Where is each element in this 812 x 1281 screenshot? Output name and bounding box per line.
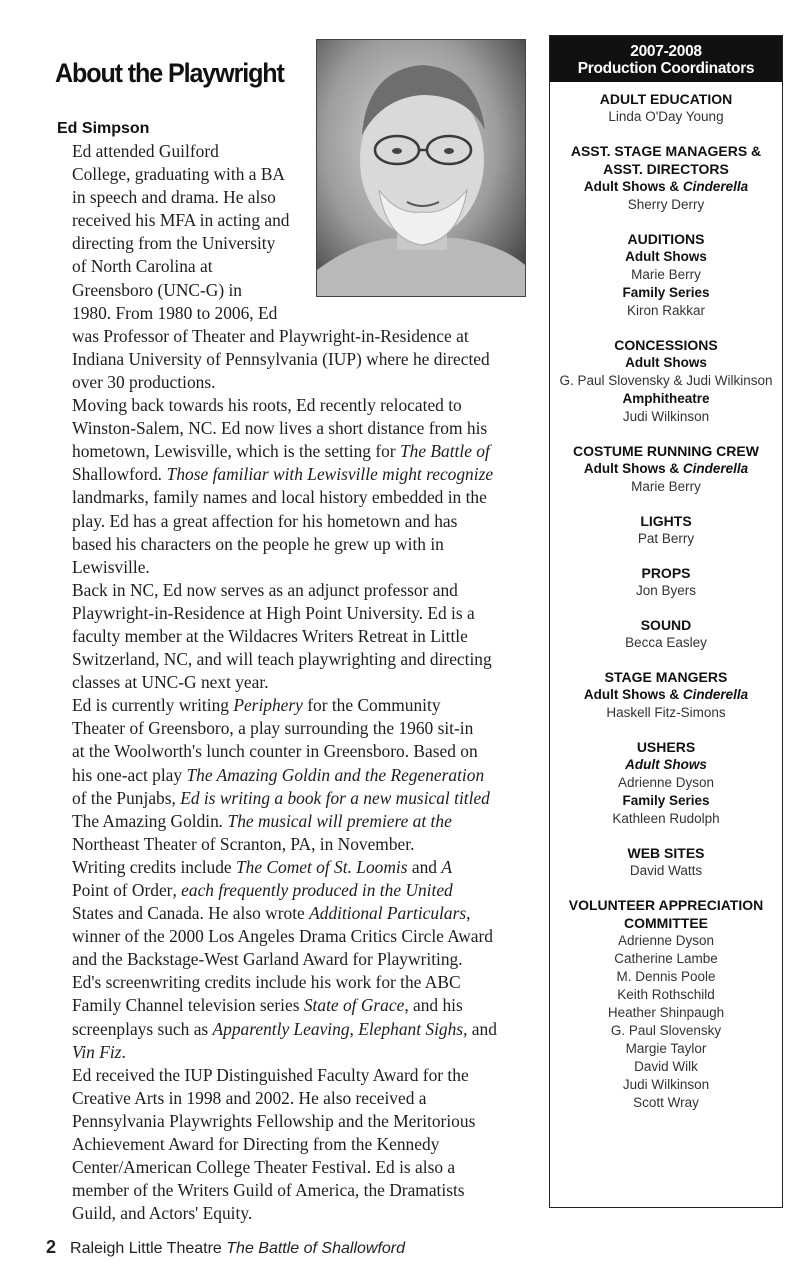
bio-line: over 30 productions. (72, 371, 216, 392)
bio-line: classes at UNC-G next year. (72, 672, 269, 693)
bio-line: received his MFA in acting and (72, 210, 290, 231)
sidebar-heading-title: Production Coordinators (577, 60, 755, 77)
bio-line: at the Woolworth's lunch counter in Greensboro. Based on (72, 741, 478, 762)
italic-title: . The musical will premiere at the (218, 810, 452, 831)
text-segment: Family Channel television series (72, 995, 304, 1016)
section-heading: AUDITIONS (627, 231, 705, 247)
bio-paragraph-5 (58, 856, 534, 1064)
sidebar-heading (550, 36, 782, 82)
subgroup-text: Amphitheatre (622, 391, 710, 406)
bio-line (58, 764, 534, 787)
coordinator-name: David Watts (629, 863, 703, 878)
coordinator-name: Marie Berry (631, 479, 701, 494)
text-segment: , (349, 1018, 359, 1039)
subgroup-label (550, 354, 782, 372)
coordinator-name: G. Paul Slovensky (610, 1023, 722, 1038)
text-segment: hometown, Lewisville, which is the setting for (72, 441, 400, 462)
text-segment: , (466, 903, 471, 924)
bio-line: Northeast Theater of Scranton, PA, in November. (72, 833, 415, 854)
bio-line (58, 463, 534, 486)
text-segment: for the Community (302, 695, 441, 716)
italic-title: Vin Fiz (72, 1041, 122, 1062)
show-title: The Battle of Shallowford (226, 1240, 406, 1257)
subgroup-italic: Adult Shows (625, 757, 707, 772)
subgroup-label (550, 248, 782, 266)
section-heading: VOLUNTEER APPRECIATION (568, 897, 764, 913)
bio-line: Lewisville. (72, 556, 150, 577)
bio-paragraph-6 (58, 1064, 534, 1226)
section-heading: COMMITTEE (624, 915, 708, 931)
bio-line: Moving back towards his roots, Ed recently relocated to (72, 395, 462, 416)
italic-title: The Comet of St. Loomis (235, 856, 408, 877)
italic-title: , each frequently produced in the United (172, 880, 453, 900)
coordinator-name: Jon Byers (635, 583, 697, 598)
theatre-name: Raleigh Little Theatre (70, 1240, 222, 1257)
coordinator-section (550, 512, 782, 548)
coordinator-name: Haskell Fitz-Simons (606, 705, 726, 720)
bio-paragraph-3 (58, 579, 534, 694)
subgroup-text: Adult Shows (625, 249, 707, 264)
italic-title: The Battle of (399, 441, 490, 462)
coordinator-name: Adrienne Dyson (617, 775, 715, 790)
bio-line: landmarks, family names and local history embedded in the (72, 487, 487, 508)
subgroup-label (550, 390, 782, 408)
bio-line: Switzerland, NC, and will teach playwrighting and directing (72, 649, 492, 670)
coordinator-list (550, 82, 782, 1112)
coordinator-name: Catherine Lambe (614, 951, 718, 966)
coordinator-name: Heather Shinpaugh (607, 1005, 725, 1020)
bio-line: College, graduating with a BA (72, 164, 285, 185)
bio-line: Center/American College Theater Festival. Ed is also a (72, 1157, 456, 1178)
section-heading: COSTUME RUNNING CREW (573, 443, 759, 459)
coordinator-section (550, 616, 782, 652)
bio-line (58, 1041, 534, 1064)
coordinator-name: Kathleen Rudolph (612, 811, 720, 826)
coordinator-section (550, 564, 782, 600)
bio-line: winner of the 2000 Los Angeles Drama Critics Circle Award (72, 926, 493, 947)
text-segment: . (121, 1041, 126, 1062)
subgroup-text: Adult Shows & (583, 461, 683, 476)
bio-line: Indiana University of Pennsylvania (IUP) where he directed (72, 348, 490, 369)
bio-line: based his characters on the people he grew up with in (72, 533, 444, 554)
coordinator-section (550, 142, 782, 214)
section-heading: STAGE MANGERS (604, 669, 728, 685)
section-heading: ADULT EDUCATION (599, 91, 733, 107)
biography-text (58, 140, 534, 1225)
text-segment: and (407, 856, 442, 877)
bio-line (58, 856, 534, 879)
italic-title: A (441, 856, 452, 877)
bio-paragraph-2 (58, 394, 534, 579)
text-segment: Ed is currently writing (72, 695, 234, 716)
coordinator-name: Sherry Derry (627, 197, 705, 212)
bio-line: was Professor of Theater and Playwright-in-Residence at (72, 325, 469, 346)
text-segment: Writing credits include (72, 856, 236, 877)
coordinator-name: Scott Wray (633, 1095, 699, 1110)
italic-title: , Ed is writing a book for a new musical titled (171, 787, 490, 808)
subgroup-text: Adult Shows & (583, 687, 683, 702)
italic-title: Periphery (233, 695, 303, 716)
coordinator-name: M. Dennis Poole (616, 969, 716, 984)
sidebar-heading-year: 2007-2008 (630, 43, 702, 60)
bio-line: Pennsylvania Playwrights Fellowship and the Meritorious (72, 1110, 476, 1131)
italic-title: State of Grace (303, 995, 405, 1016)
bio-line: directing from the University (72, 233, 276, 254)
coordinator-name: Becca Easley (625, 635, 707, 650)
bio-line: Ed received the IUP Distinguished Faculty Award for the (72, 1064, 469, 1085)
subgroup-label (550, 178, 782, 196)
bio-paragraph-4 (58, 694, 534, 856)
bio-line (58, 994, 534, 1017)
author-name: Ed Simpson (57, 120, 150, 137)
section-heading: SOUND (640, 617, 692, 633)
bio-line: Ed attended Guilford (72, 141, 219, 161)
text-segment: his one-act play (72, 764, 187, 785)
coordinator-name: Pat Berry (637, 531, 695, 546)
bio-line (58, 879, 534, 902)
italic-title: Elephant Sighs (358, 1018, 464, 1039)
subgroup-label (550, 686, 782, 704)
coordinator-name: Kiron Rakkar (626, 303, 706, 318)
subgroup-italic: Cinderella (682, 687, 749, 702)
italic-title: Apparently Leaving (212, 1018, 350, 1039)
page-footer (46, 1237, 405, 1258)
coordinator-section (550, 90, 782, 126)
coordinator-name: Margie Taylor (625, 1041, 707, 1056)
bio-line: Guild, and Actors' Equity. (72, 1203, 253, 1224)
bio-paragraph-1 (58, 140, 534, 394)
bio-line: Playwright-in-Residence at High Point University. Ed is a (72, 602, 475, 623)
bio-line: Theater of Greensboro, a play surrounding the 1960 sit-in (72, 718, 474, 739)
subgroup-italic: Cinderella (682, 179, 749, 194)
coordinator-name: Judi Wilkinson (622, 1077, 710, 1092)
subgroup-label (550, 284, 782, 302)
production-coordinators-box (549, 35, 783, 1208)
bio-line: member of the Writers Guild of America, the Dramatists (72, 1180, 465, 1201)
italic-title: The Amazing Goldin and the Regeneration (186, 764, 485, 785)
text-segment: , and (463, 1018, 497, 1039)
coordinator-name: David Wilk (634, 1059, 698, 1074)
bio-line: Ed's screenwriting credits include his work for the ABC (72, 972, 461, 993)
coordinator-section (550, 668, 782, 722)
text-segment: The Amazing Goldin (72, 810, 219, 831)
bio-line: play. Ed has a great affection for his hometown and has (72, 510, 458, 531)
coordinator-section (550, 336, 782, 426)
subgroup-label (550, 756, 782, 774)
coordinator-name: Linda O'Day Young (608, 109, 724, 124)
coordinator-name: G. Paul Slovensky & Judi Wilkinson (559, 373, 773, 388)
section-heading: WEB SITES (627, 845, 705, 861)
coordinator-section (550, 896, 782, 1112)
bio-line (58, 810, 534, 833)
bio-line: faculty member at the Wildacres Writers Retreat in Little (72, 625, 468, 646)
italic-title: Additional Particulars (309, 903, 467, 924)
subgroup-text: Adult Shows & (583, 179, 683, 194)
text-segment: screenplays such as (72, 1018, 213, 1039)
coordinator-section (550, 442, 782, 496)
subgroup-label (550, 460, 782, 478)
bio-line: Winston-Salem, NC. Ed now lives a short distance from his (72, 418, 488, 439)
bio-line: 1980. From 1980 to 2006, Ed (72, 302, 278, 323)
coordinator-name: Keith Rothschild (617, 987, 715, 1002)
bio-line (58, 694, 534, 717)
section-heading: CONCESSIONS (614, 337, 718, 353)
bio-line (58, 902, 534, 925)
subgroup-label (550, 792, 782, 810)
subgroup-text: Adult Shows (625, 355, 707, 370)
subgroup-text: Family Series (622, 285, 710, 300)
bio-line: in speech and drama. He also (72, 187, 276, 208)
section-heading: USHERS (636, 739, 696, 755)
section-heading: PROPS (641, 565, 691, 581)
coordinator-name: Adrienne Dyson (617, 933, 715, 948)
text-segment: States and Canada. He also wrote (72, 903, 310, 924)
bio-line: Achievement Award for Directing from the Kennedy (72, 1134, 440, 1155)
coordinator-section (550, 738, 782, 828)
text-segment: of the Punjabs (72, 787, 172, 808)
subgroup-text: Family Series (622, 793, 710, 808)
page-number: 2 (46, 1237, 57, 1257)
section-heading: LIGHTS (640, 513, 692, 529)
bio-line (58, 1018, 534, 1041)
text-segment: , and his (404, 995, 463, 1016)
text-segment: Point of Order (72, 880, 173, 900)
bio-line: Creative Arts in 1998 and 2002. He also received a (72, 1087, 427, 1108)
bio-line: and the Backstage-West Garland Award for Playwriting. (72, 949, 463, 970)
coordinator-section (550, 844, 782, 880)
section-heading: ASST. STAGE MANAGERS & (570, 143, 762, 159)
bio-line: of North Carolina at (72, 256, 213, 277)
coordinator-name: Marie Berry (631, 267, 701, 282)
text-segment: Shallowford (72, 464, 158, 485)
subgroup-italic: Cinderella (682, 461, 749, 476)
bio-line: Back in NC, Ed now serves as an adjunct professor and (72, 579, 458, 600)
italic-title: . Those familiar with Lewisville might recognize (157, 464, 494, 485)
bio-line (58, 787, 534, 810)
section-heading: ASST. DIRECTORS (603, 161, 729, 177)
coordinator-name: Judi Wilkinson (622, 409, 710, 424)
page-title: About the Playwright (55, 58, 284, 88)
coordinator-section (550, 230, 782, 320)
bio-line: Greensboro (UNC-G) in (72, 279, 243, 300)
bio-line (58, 440, 534, 463)
